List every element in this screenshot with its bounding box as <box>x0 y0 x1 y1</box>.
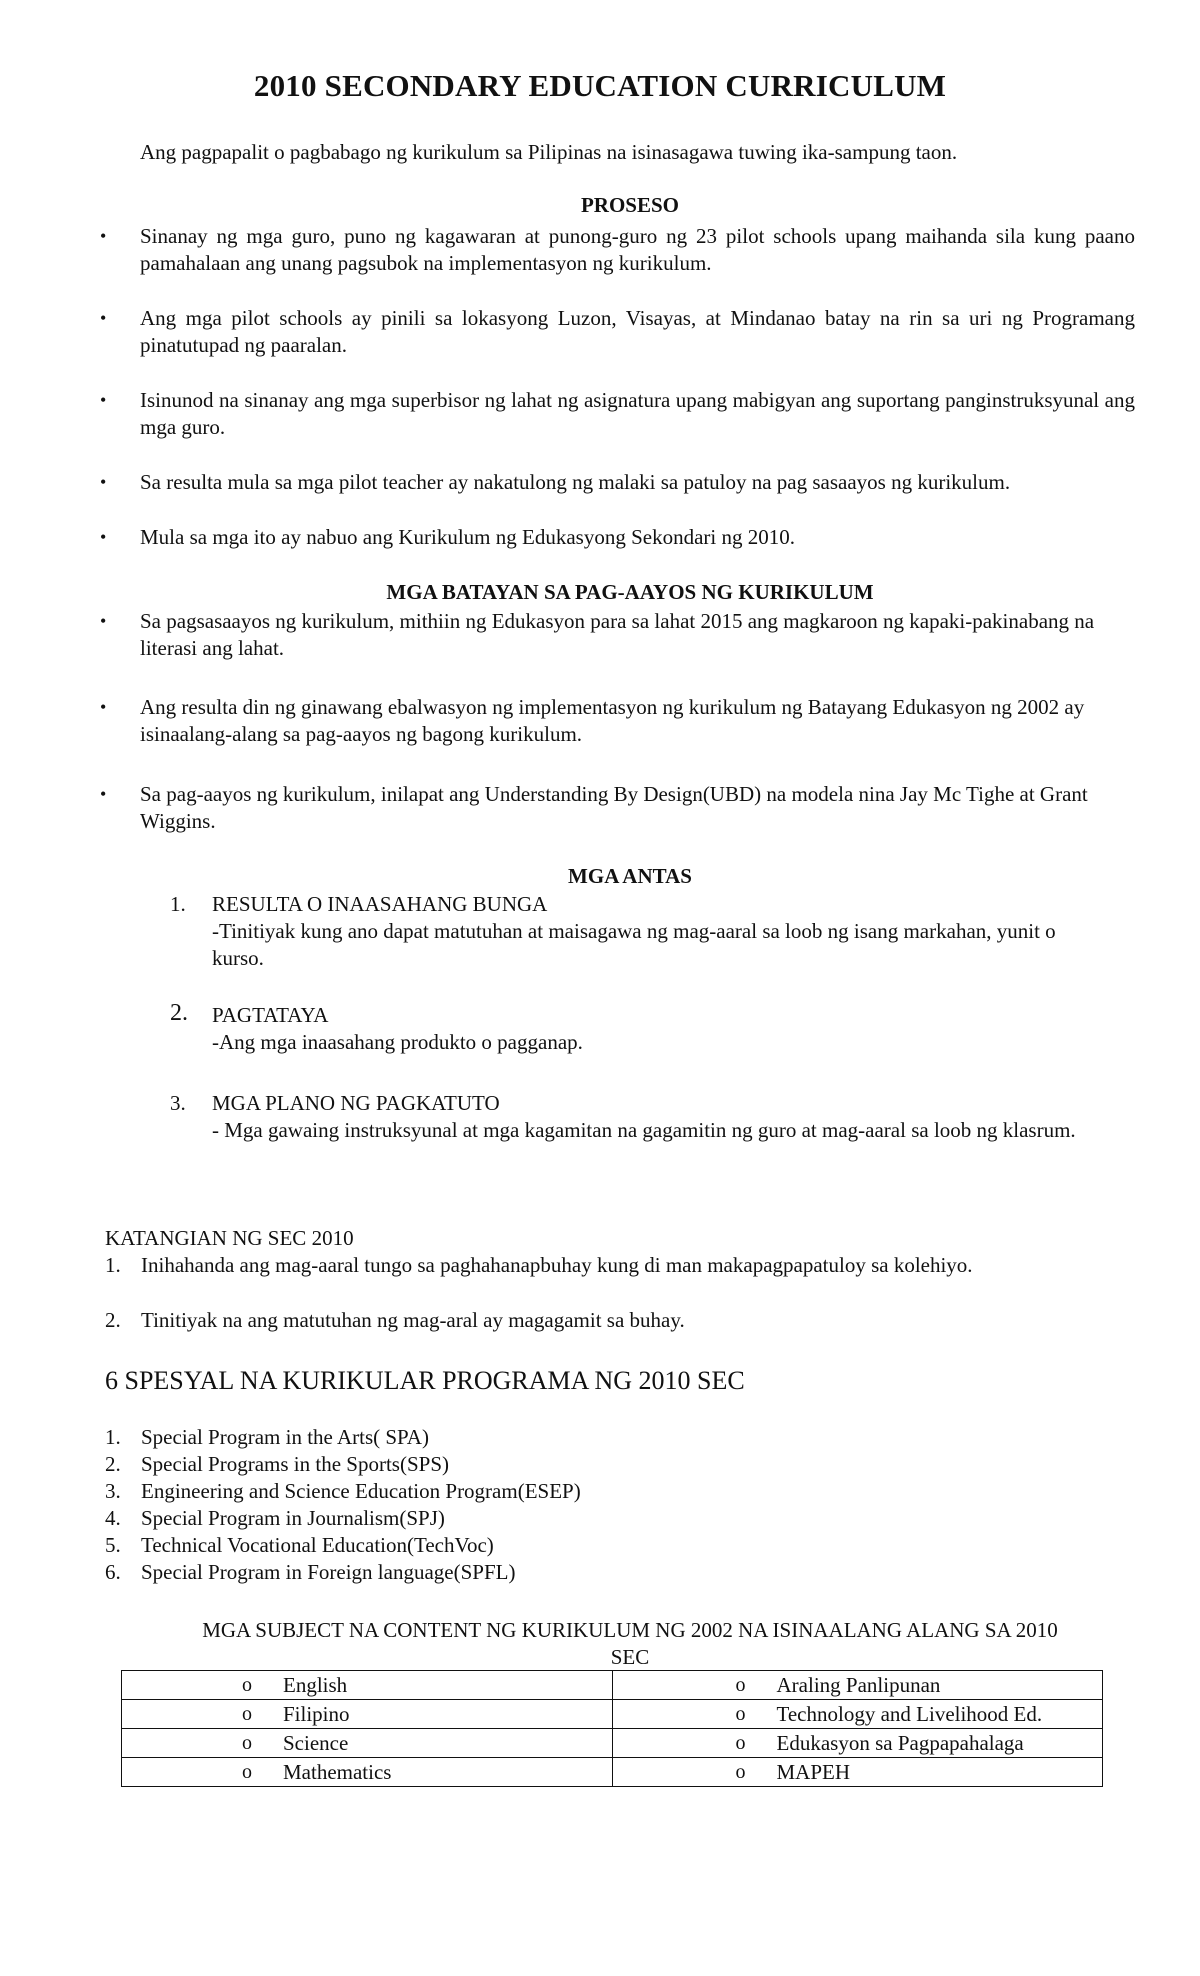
subject-name: English <box>283 1672 348 1697</box>
bullet-icon: • <box>100 697 107 717</box>
spesyal-heading: 6 SPESYAL NA KURIKULAR PROGRAMA NG 2010 SEC <box>105 1366 745 1395</box>
list-marker: o <box>242 1702 252 1725</box>
antas-item <box>170 891 1100 972</box>
subjects-table <box>121 1670 1103 1787</box>
batayan-item-text: Sa pagsasaayos ng kurikulum, mithiin ng Edukasyon para sa lahat 2015 ang magkaroon ng kapaki-pakinabang na literasi ang lahat. <box>140 609 1095 660</box>
subject-name: Mathematics <box>283 1759 392 1784</box>
proseso-item-text: Mula sa mga ito ay nabuo ang Kurikulum ng Edukasyong Sekondari ng 2010. <box>140 525 795 549</box>
table-cell <box>612 1758 1103 1787</box>
subject-name: MAPEH <box>776 1759 851 1784</box>
antas-number: 2. <box>170 1000 188 1026</box>
bullet-icon: • <box>100 472 107 492</box>
subjects-caption-line: MGA SUBJECT NA CONTENT NG KURIKULUM NG 2002 NA ISINAALANG ALANG SA 2010 <box>202 1618 1058 1642</box>
spesyal-number: 5. <box>105 1533 121 1557</box>
spesyal-item <box>105 1559 516 1586</box>
spesyal-number: 3. <box>105 1479 121 1503</box>
proseso-item <box>100 305 1135 359</box>
table-cell <box>122 1729 613 1758</box>
antas-number: 1. <box>170 892 186 916</box>
katangian-number: 2. <box>105 1308 121 1332</box>
spesyal-number: 6. <box>105 1560 121 1584</box>
antas-desc: -Ang mga inaasahang produkto o pagganap. <box>212 1030 583 1054</box>
proseso-item <box>100 223 1135 277</box>
spesyal-number: 1. <box>105 1425 121 1449</box>
subjects-caption-line: SEC <box>610 1645 650 1669</box>
antas-item <box>170 1002 1100 1056</box>
spesyal-text: Special Programs in the Sports(SPS) <box>141 1452 449 1476</box>
spesyal-text: Special Program in the Arts( SPA) <box>141 1425 429 1449</box>
subject-name: Edukasyon sa Pagpapahalaga <box>776 1730 1024 1755</box>
table-row <box>122 1758 1103 1787</box>
spesyal-text: Engineering and Science Education Program(ESEP) <box>141 1479 581 1503</box>
antas-item <box>170 1090 1100 1144</box>
katangian-item <box>105 1252 973 1279</box>
batayan-item <box>100 781 1135 835</box>
spesyal-text: Special Program in Journalism(SPJ) <box>141 1506 445 1530</box>
table-cell <box>122 1758 613 1787</box>
proseso-item <box>100 387 1135 441</box>
list-marker: o <box>735 1673 746 1696</box>
proseso-item-text: Sa resulta mula sa mga pilot teacher ay nakatulong ng malaki sa patuloy na pag sasaayos ng kurikulum. <box>140 470 1011 494</box>
batayan-item <box>100 694 1135 748</box>
subjects-caption <box>120 1617 1140 1671</box>
table-cell <box>612 1729 1103 1758</box>
list-marker: o <box>242 1760 252 1783</box>
table-row <box>122 1729 1103 1758</box>
subject-name: Filipino <box>283 1701 350 1726</box>
bullet-icon: • <box>100 226 107 246</box>
spesyal-text: Special Program in Foreign language(SPFL) <box>141 1560 516 1584</box>
list-marker: o <box>735 1760 746 1783</box>
subject-name: Science <box>283 1730 349 1755</box>
document-title: 2010 SECONDARY EDUCATION CURRICULUM <box>253 68 947 103</box>
table-cell <box>122 1671 613 1700</box>
spesyal-item <box>105 1424 429 1451</box>
bullet-icon: • <box>100 308 107 328</box>
bullet-icon: • <box>100 527 107 547</box>
katangian-text: Inihahanda ang mag-aaral tungo sa paghahanapbuhay kung di man makapagpapatuloy sa kolehiyo. <box>141 1253 973 1277</box>
list-marker: o <box>242 1731 252 1754</box>
subject-name: Araling Panlipunan <box>776 1672 941 1697</box>
proseso-item-text: Sinanay ng mga guro, puno ng kagawaran at punong-guro ng 23 pilot schools upang maihanda sila kung paano pamahalaan ang unang pagsubok na implementasyon ng kurikulum. <box>140 224 1135 275</box>
spesyal-item <box>105 1505 445 1532</box>
batayan-item-text: Sa pag-aayos ng kurikulum, inilapat ang Understanding By Design(UBD) na modela nina Jay Mc Tighe at Grant Wiggins. <box>140 782 1088 833</box>
antas-number: 3. <box>170 1091 186 1115</box>
proseso-item <box>100 469 1135 496</box>
katangian-item <box>105 1307 685 1334</box>
batayan-heading: MGA BATAYAN SA PAG-AAYOS NG KURIKULUM <box>386 580 874 604</box>
proseso-item-text: Isinunod na sinanay ang mga superbisor ng lahat ng asignatura upang mabigyan ang suportang panginstruksyunal ang mga guro. <box>140 388 1135 439</box>
spesyal-number: 2. <box>105 1452 121 1476</box>
table-cell <box>612 1671 1103 1700</box>
proseso-item <box>100 524 1135 551</box>
batayan-item <box>100 608 1135 662</box>
batayan-item-text: Ang resulta din ng ginawang ebalwasyon ng implementasyon ng kurikulum ng Batayang Edukasyon ng 2002 ay isinaalang-alang sa pag-aayos ng bagong kurikulum. <box>140 695 1085 746</box>
spesyal-item <box>105 1532 494 1559</box>
spesyal-number: 4. <box>105 1506 121 1530</box>
katangian-heading: KATANGIAN NG SEC 2010 <box>105 1226 354 1250</box>
subject-name: Technology and Livelihood Ed. <box>776 1701 1043 1726</box>
spesyal-item <box>105 1451 449 1478</box>
list-marker: o <box>242 1673 252 1696</box>
antas-desc: - Mga gawaing instruksyunal at mga kagamitan na gagamitin ng guro at mag-aaral sa loob ng klasrum. <box>212 1118 1076 1142</box>
spesyal-item <box>105 1478 581 1505</box>
spesyal-text: Technical Vocational Education(TechVoc) <box>141 1533 494 1557</box>
katangian-number: 1. <box>105 1253 121 1277</box>
table-row <box>122 1671 1103 1700</box>
list-marker: o <box>735 1731 746 1754</box>
antas-heading: MGA ANTAS <box>568 864 692 888</box>
table-cell <box>612 1700 1103 1729</box>
antas-desc: -Tinitiyak kung ano dapat matutuhan at maisagawa ng mag-aaral sa loob ng isang markahan, yunit o kurso. <box>212 919 1056 970</box>
bullet-icon: • <box>100 611 107 631</box>
antas-title: RESULTA O INAASAHANG BUNGA <box>212 892 548 916</box>
table-row <box>122 1700 1103 1729</box>
bullet-icon: • <box>100 390 107 410</box>
intro-paragraph: Ang pagpapalit o pagbabago ng kurikulum sa Pilipinas na isinasagawa tuwing ika-sampung taon. <box>140 140 958 164</box>
table-cell <box>122 1700 613 1729</box>
proseso-item-text: Ang mga pilot schools ay pinili sa lokasyong Luzon, Visayas, at Mindanao batay na rin sa uri ng Programang pinatutupad ng paaralan. <box>140 306 1135 357</box>
bullet-icon: • <box>100 784 107 804</box>
proseso-heading: PROSESO <box>580 193 680 217</box>
list-marker: o <box>735 1702 746 1725</box>
katangian-text: Tinitiyak na ang matutuhan ng mag-aral ay magagamit sa buhay. <box>141 1308 685 1332</box>
antas-title: PAGTATAYA <box>212 1003 329 1027</box>
antas-title: MGA PLANO NG PAGKATUTO <box>212 1091 500 1115</box>
